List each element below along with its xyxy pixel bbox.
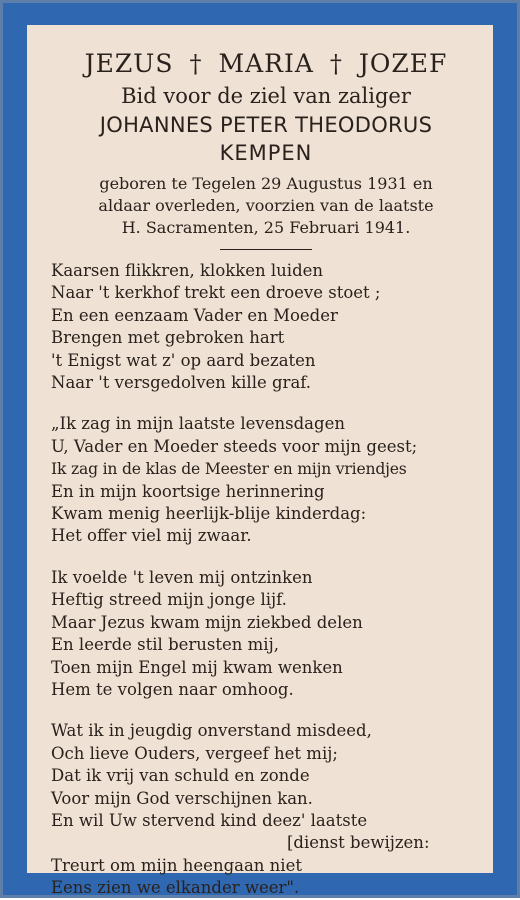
poem-line: „Ik zag in mijn laatste levensdagen (51, 414, 345, 434)
poem-line-continuation: [dienst bewijzen: (287, 833, 430, 853)
poem-line: Hem te volgen naar omhoog. (51, 679, 294, 699)
cross-icon: † (329, 50, 343, 78)
poem (51, 260, 481, 900)
poem-line: En wil Uw stervend kind deez' laatste (51, 810, 368, 830)
bio-line: H. Sacramenten, 25 Februari 1941. (121, 218, 411, 237)
poem-line: Eens zien we elkander weer". (51, 878, 300, 898)
poem-line: Brengen met gebroken hart (51, 328, 285, 348)
poem-stanza (51, 260, 481, 394)
deceased-given-names: JOHANNES PETER THEODORUS (99, 113, 433, 137)
poem-stanza (51, 720, 481, 899)
poem-line: Maar Jezus kwam mijn ziekbed delen (51, 612, 363, 632)
poem-line: Het offer viel mij zwaar. (51, 526, 252, 546)
card-paper (27, 25, 493, 898)
poem-line: Wat ik in jeugdig onverstand misdeed, (51, 721, 372, 741)
poem-line: En leerde stil berusten mij, (51, 635, 279, 655)
card-header (51, 47, 481, 239)
divider (220, 249, 312, 250)
bio-line: aldaar overleden, voorzien van de laatste (98, 196, 434, 215)
poem-line: Kaarsen flikkren, klokken luiden (51, 261, 324, 280)
prayer-line: Bid voor de ziel van zaliger (121, 84, 411, 108)
poem-line: Voor mijn God verschijnen kan. (51, 788, 313, 808)
poem-stanza (51, 413, 481, 547)
poem-line: Och lieve Ouders, vergeef het mij; (51, 743, 338, 763)
poem-line: U, Vader en Moeder steeds voor mijn geest; (51, 436, 418, 456)
cross-icon: † (189, 50, 203, 78)
poem-line: En een eenzaam Vader en Moeder (51, 305, 338, 325)
poem-line: Ik zag in de klas de Meester en mijn vriendjes (51, 460, 407, 479)
poem-line: Heftig streed mijn jonge lijf. (51, 590, 287, 610)
bio-line: geboren te Tegelen 29 Augustus 1931 en (99, 174, 433, 193)
invocation-line (51, 47, 481, 81)
deceased-surname: KEMPEN (219, 141, 313, 165)
poem-line: Naar 't kerkhof trekt een droeve stoet ; (51, 283, 381, 303)
poem-stanza (51, 567, 481, 701)
poem-line: En in mijn koortsige herinnering (51, 481, 325, 501)
poem-line: Dat ik vrij van schuld en zonde (51, 766, 310, 786)
biography (51, 173, 481, 239)
poem-line: Naar 't versgedolven kille graf. (51, 373, 312, 393)
poem-line: Treurt om mijn heengaan niet (51, 855, 302, 875)
poem-line: Ik voelde 't leven mij ontzinken (51, 567, 313, 587)
invocation-jozef: JOZEF (358, 49, 448, 78)
invocation-maria: MARIA (218, 49, 314, 78)
invocation-jezus: JEZUS (84, 49, 174, 78)
poem-line: Toen mijn Engel mij kwam wenken (51, 657, 343, 677)
poem-line: 't Enigst wat z' op aard bezaten (51, 350, 316, 370)
poem-line: Kwam menig heerlijk-blije kinderdag: (51, 504, 367, 524)
